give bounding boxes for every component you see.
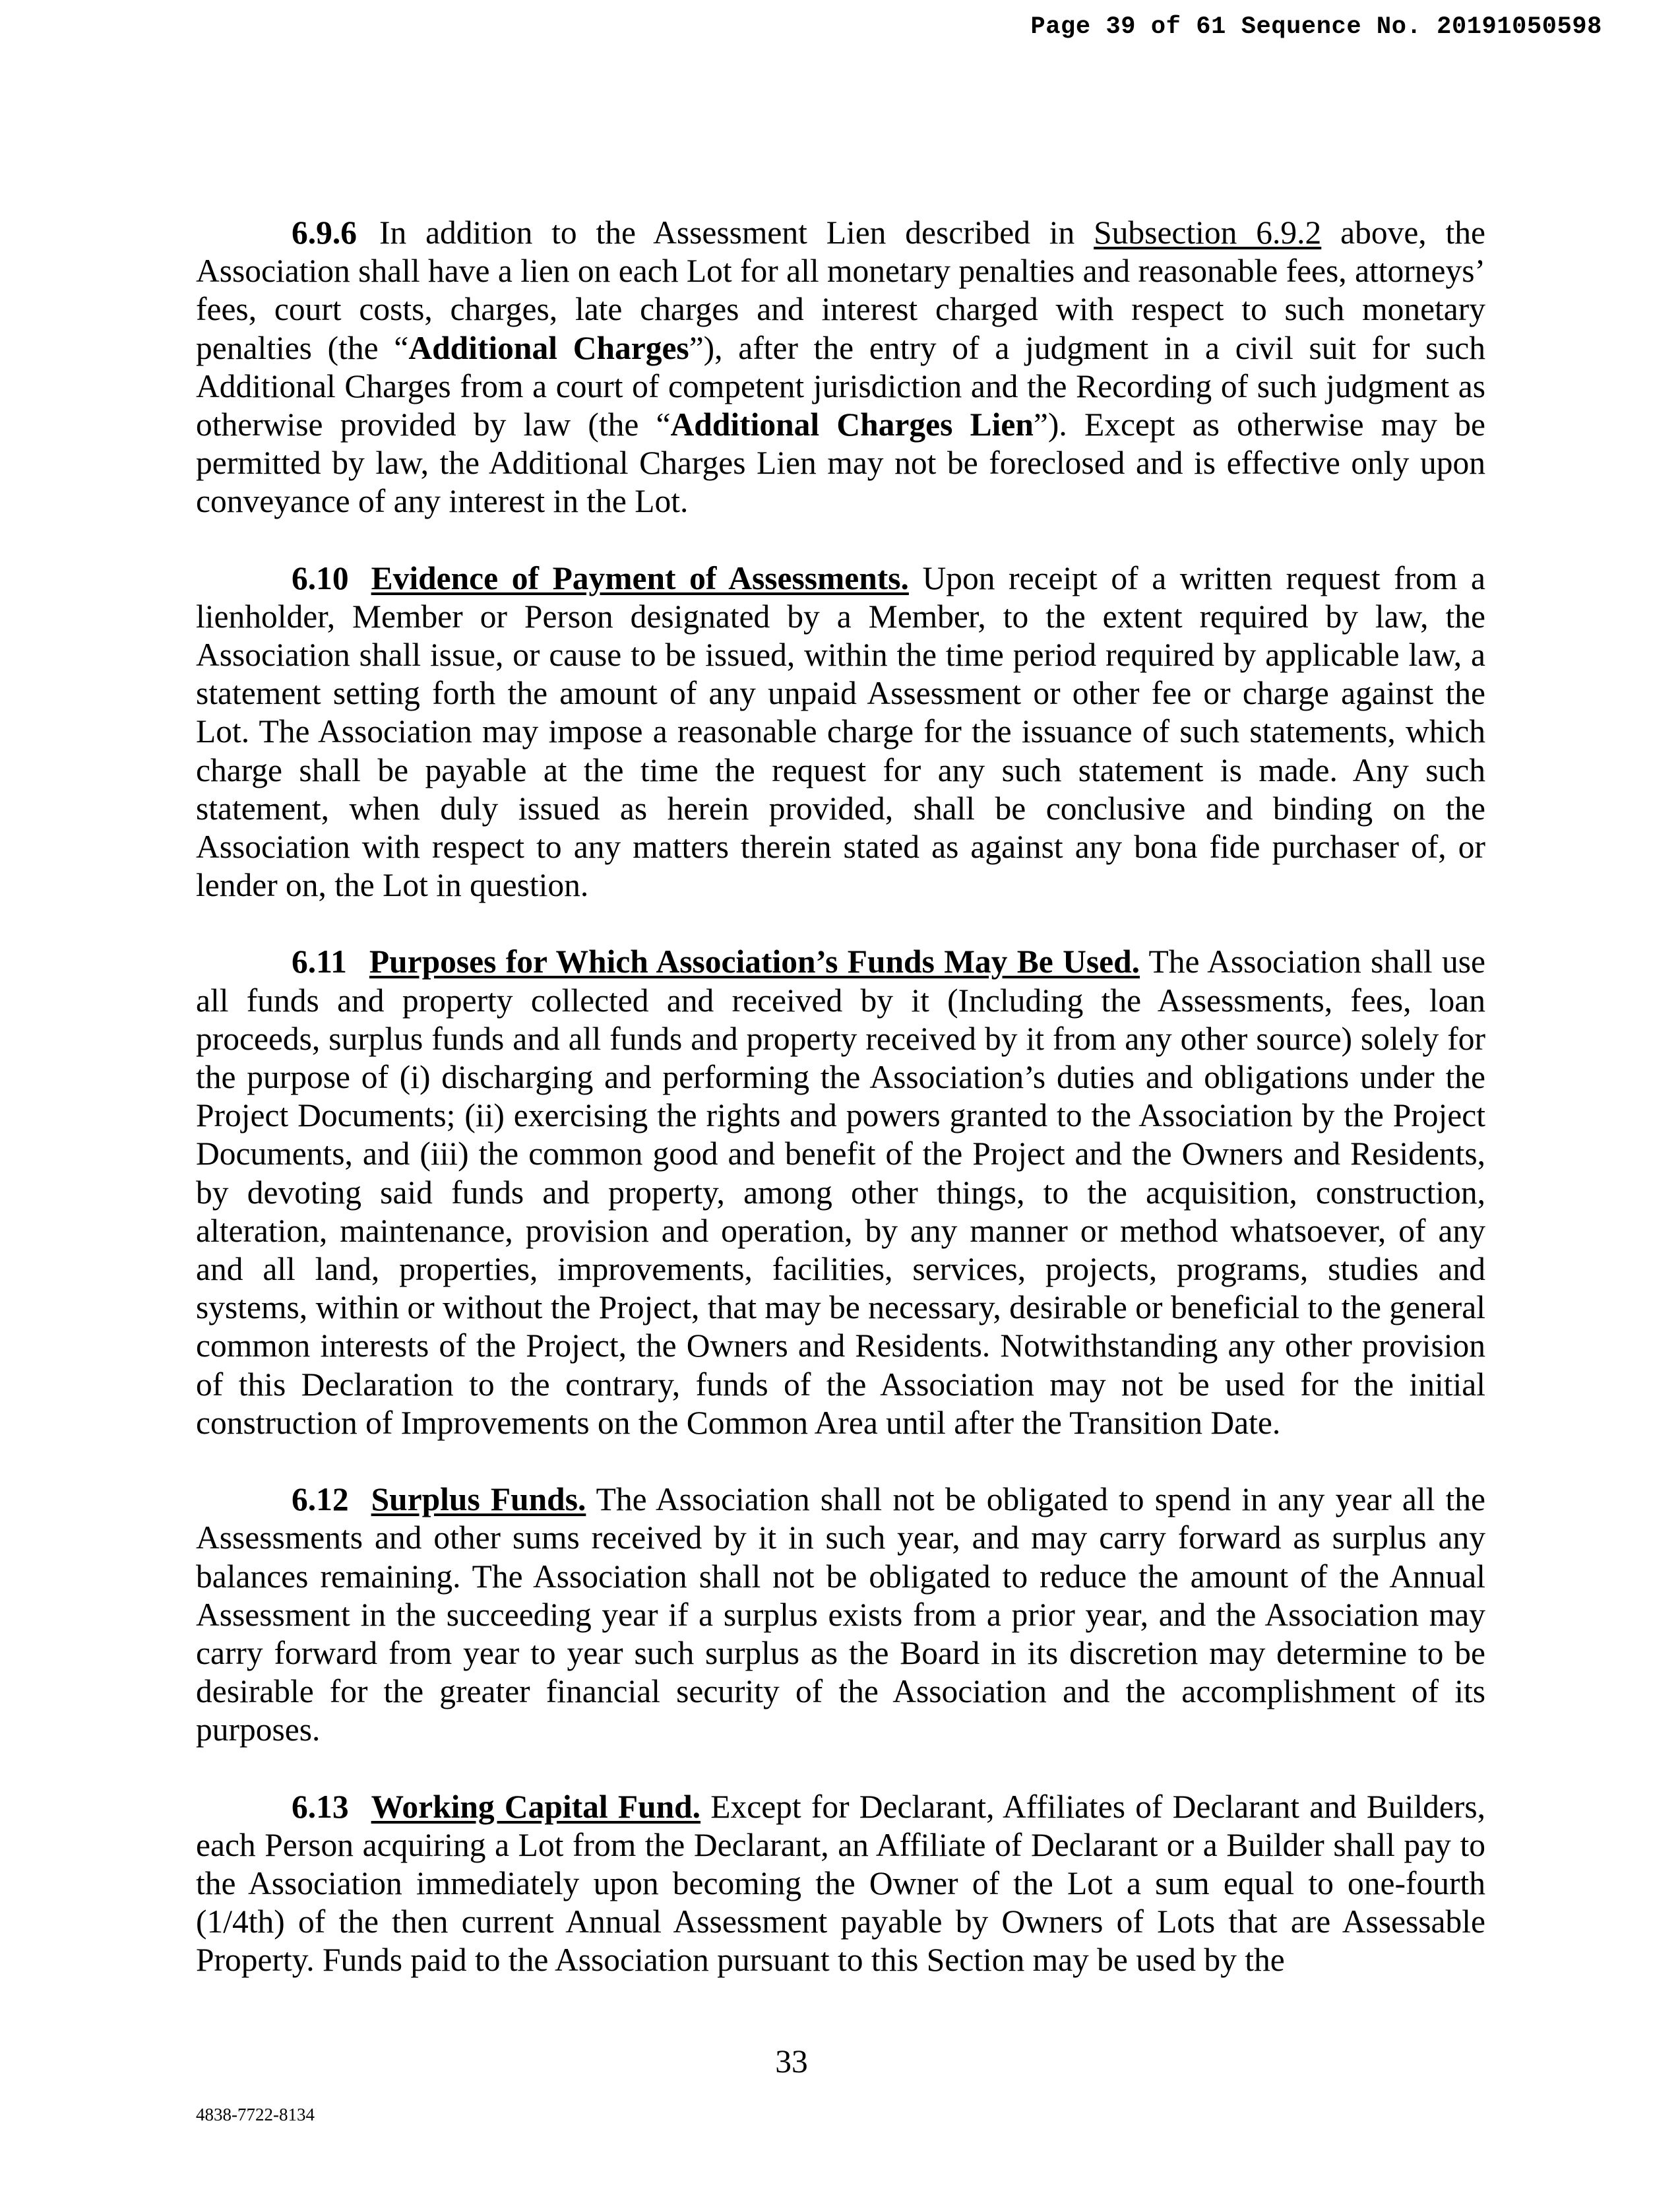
document-id: 4838-7722-8134 xyxy=(196,2105,315,2124)
section-number: 6.9.6 xyxy=(292,214,357,251)
section-text: Except for Declarant, Affiliates of Declarant and Builders, each Person acquiring a Lot from the Declarant, an Affiliate of Declarant or a Builder shall pay to the Association immediately upon becoming the Owner of the Lot a sum equal to one-fourth (1/4th) of the then current Annual Assessment payable by Owners of Lots that are Assessable Property. Funds paid to the Association pursuant to this Section may be used by the xyxy=(196,1788,1485,1979)
section-6-10 xyxy=(196,559,1485,905)
section-text: In addition to the Assessment Lien described in xyxy=(379,214,1094,251)
section-number: 6.10 xyxy=(292,559,349,596)
section-text: above, the Association shall have a lien on each Lot for all monetary penalties and reasonable fees, attorneys’ fees, court costs, charges, late charges and interest charged with respect to such monetary penalties (the “ xyxy=(196,214,1485,366)
section-title: Surplus Funds. xyxy=(371,1481,586,1518)
section-title: Working Capital Fund. xyxy=(371,1788,701,1825)
section-number: 6.13 xyxy=(292,1788,349,1825)
page-sequence-header: Page 39 of 61 Sequence No. 20191050598 xyxy=(1030,13,1602,41)
section-6-11 xyxy=(196,943,1485,1442)
defined-term: Additional Charges xyxy=(408,329,689,366)
section-6-9-6 xyxy=(196,214,1485,521)
section-6-12 xyxy=(196,1481,1485,1749)
document-body xyxy=(196,214,1485,2018)
subsection-reference: Subsection 6.9.2 xyxy=(1094,214,1322,251)
page-number: 33 xyxy=(775,2043,808,2080)
section-6-13 xyxy=(196,1788,1485,1980)
section-number: 6.12 xyxy=(292,1481,349,1518)
section-title: Purposes for Which Association’s Funds May Be Used. xyxy=(369,943,1140,980)
section-text: ”), after the entry of a judgment in a civil suit for such Additional Charges from a court of competent jurisdiction and the Recording of such judgment as otherwise provided by law (the “ xyxy=(196,329,1485,443)
section-text: ”). Except as otherwise may be permitted by law, the Additional Charges Lien may not be foreclosed and is effective only upon conveyance of any interest in the Lot. xyxy=(196,406,1485,520)
defined-term: Additional Charges Lien xyxy=(670,406,1034,443)
section-number: 6.11 xyxy=(292,943,347,980)
section-text: Upon receipt of a written request from a lienholder, Member or Person designated by a Member, to the extent required by law, the Association shall issue, or cause to be issued, within the time period required by applicable law, a statement setting forth the amount of any unpaid Assessment or other fee or charge against the Lot. The Association may impose a reasonable charge for the issuance of such statements, which charge shall be payable at the time the request for any such statement is made. Any such statement, when duly issued as herein provided, shall be conclusive and binding on the Association with respect to any matters therein stated as against any bona fide purchaser of, or lender on, the Lot in question. xyxy=(196,559,1485,904)
section-text: The Association shall use all funds and property collected and received by it (Including the Assessments, fees, loan proceeds, surplus funds and all funds and property received by it from any other source) solely for the purpose of (i) discharging and performing the Association’s duties and obligations under the Project Documents; (ii) exercising the rights and powers granted to the Association by the Project Documents, and (iii) the common good and benefit of the Project and the Owners and Residents, by devoting said funds and property, among other things, to the acquisition, construction, alteration, maintenance, provision and operation, by any manner or method whatsoever, of any and all land, properties, improvements, facilities, services, projects, programs, studies and systems, within or without the Project, that may be necessary, desirable or beneficial to the general common interests of the Project, the Owners and Residents. Notwithstanding any other provision of this Declaration to the contrary, funds of the Association may not be used for the initial construction of Improvements on the Common Area until after the Transition Date. xyxy=(196,943,1486,1441)
section-text: The Association shall not be obligated to spend in any year all the Assessments and other sums received by it in such year, and may carry forward as surplus any balances remaining. The Association shall not be obligated to reduce the amount of the Annual Assessment in the succeeding year if a surplus exists from a prior year, and the Association may carry forward from year to year such surplus as the Board in its discretion may determine to be desirable for the greater financial security of the Association and the accomplishment of its purposes. xyxy=(196,1481,1485,1748)
section-title: Evidence of Payment of Assessments. xyxy=(371,559,909,596)
